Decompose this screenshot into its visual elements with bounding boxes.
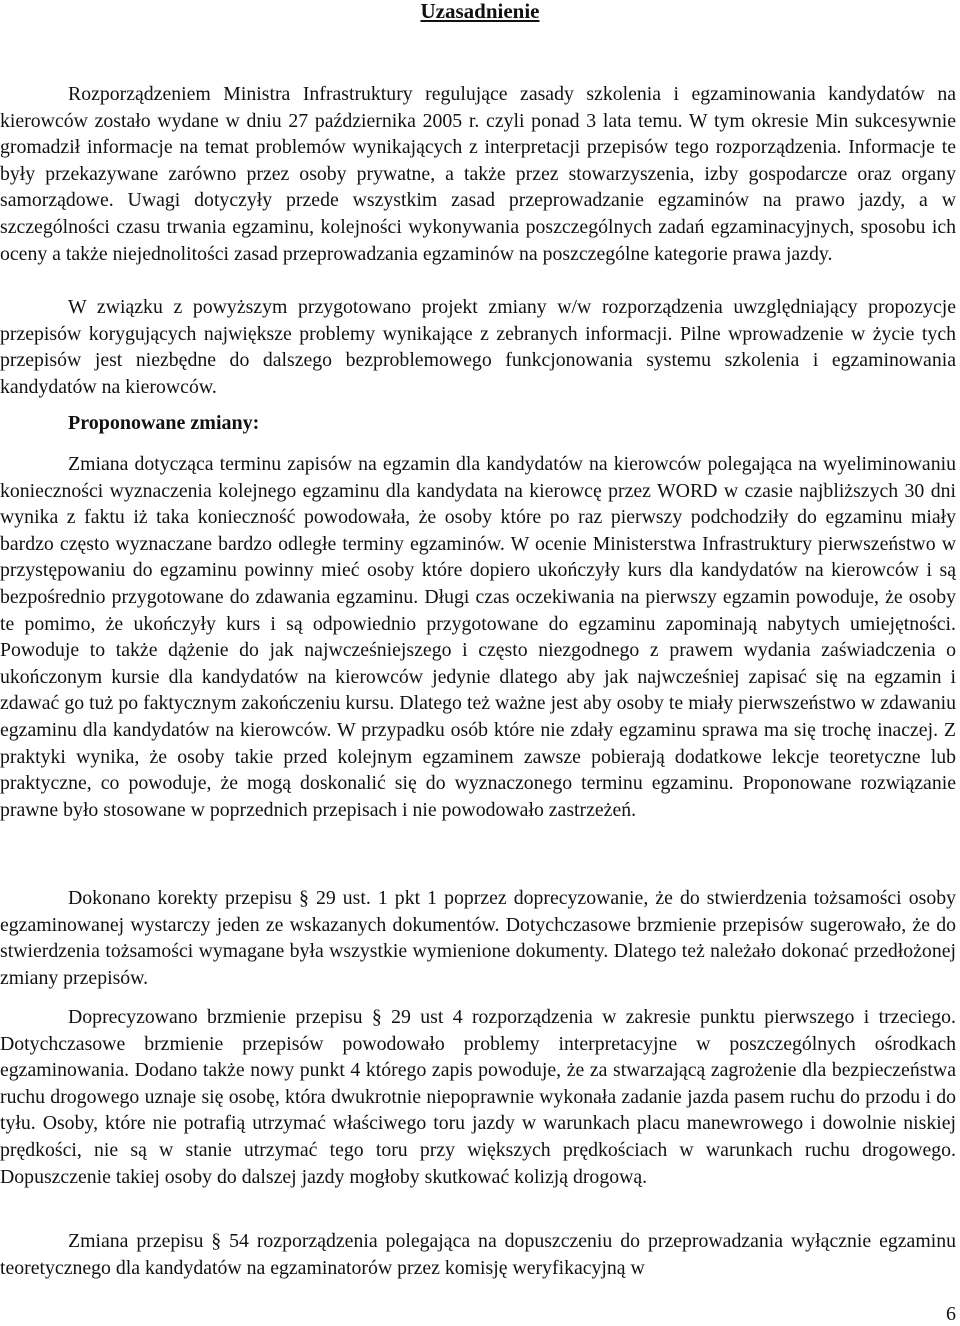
dokonano-block (0, 885, 956, 991)
section-heading-proposed-changes: Proponowane zmiany: (68, 412, 260, 434)
paragraph-projekt: W związku z powyższym przygotowano projekt zmiany w/w rozporządzenia uwzględniający propozycje przepisów korygujących największe problemy wynikające z zebranych informacji. Pilne wprowadzenie w życie tych przepisów jest niezbędne do dalszego bezproblemowego funkcjonowania systemu szkolenia i egzaminowania kandydatów na kierowców. (0, 296, 956, 398)
page-number: 6 (946, 1303, 956, 1325)
doprecyzowano-block (0, 1004, 956, 1190)
intro-block (0, 81, 956, 267)
projekt-block (0, 294, 956, 400)
zmiana-terminu-block (0, 451, 956, 823)
paragraph-doprecyzowano: Doprecyzowano brzmienie przepisu § 29 ust 4 rozporządzenia w zakresie punktu pierwszego i trzeciego. Dotychczasowe brzmienie przepisów powodowało problemy interpretacyjne w poszczególnych ośrodkach egzaminowania. Dodano także nowy punkt 4 którego zapis powoduje, że za stwarzającą zagrożenie dla bezpieczeństwa ruchu drogowego uznaje się osobę, która dwukrotnie niepoprawnie wykonała zadanie jazda pasem ruchu do przodu i do tyłu. Osoby, które nie potrafią utrzymać właściwego toru jazdy w warunkach placu manewrowego i dowolnie niskiej prędkości, nie są w stanie utrzymać tego toru przy większych prędkościach w warunkach ruchu drogowego. Dopuszczenie takiej osoby do dalszej jazdy mogłoby skutkować kolizją drogową. (0, 1006, 956, 1188)
zmiana-54-block (0, 1228, 956, 1281)
paragraph-dokonano: Dokonano korekty przepisu § 29 ust. 1 pkt 1 poprzez doprecyzowanie, że do stwierdzenia tożsamości osoby egzaminowanej wystarczy jeden ze wskazanych dokumentów. Dotychczasowe brzmienie przepisów sugerowało, że do stwierdzenia tożsamości wymagane była wszystkie wymienione dokumenty. Dlatego też należało dokonać przedłożonej zmiany przepisów. (0, 887, 956, 989)
document-title: Uzasadnienie (420, 0, 540, 23)
paragraph-intro: Rozporządzeniem Ministra Infrastruktury regulujące zasady szkolenia i egzaminowania kandydatów na kierowców zostało wydane w dniu 27 października 2005 r. czyli ponad 3 lata temu. W tym okresie Min sukcesywnie gromadził informacje na temat problemów wynikających z interpretacji przepisów tego rozporządzenia. Informacje te były przekazywane zarówno przez osoby prywatne, a także przez stowarzyszenia, izby gospodarcze oraz organy samorządowe. Uwagi dotyczyły przede wszystkim zasad przeprowadzanie egzaminów na prawo jazdy, a w szczególności czasu trwania egzaminu, kolejności wykonywania poszczególnych zadań egzaminacyjnych, sposobu ich oceny a także niejednolitości zasad przeprowadzania egzaminów na poszczególne kategorie prawa jazdy. (0, 83, 956, 265)
paragraph-zmiana-54: Zmiana przepisu § 54 rozporządzenia polegająca na dopuszczeniu do przeprowadzania wyłącznie egzaminu teoretycznego dla kandydatów na egzaminatorów przez komisję weryfikacyjną w (0, 1230, 956, 1279)
paragraph-zmiana-terminu: Zmiana dotycząca terminu zapisów na egzamin dla kandydatów na kierowców polegająca na wyeliminowaniu konieczności wyznaczenia kolejnego egzaminu dla kandydata na kierowcę przez WORD w czasie najbliższych 30 dni wynika z faktu iż taka konieczność powodowała, że osoby które po raz pierwszy podchodziły do egzaminu miały bardzo często wyznaczane bardzo odległe terminy egzaminów. W ocenie Ministerstwa Infrastruktury pierwszeństwo w przystępowaniu do egzaminu powinny mieć osoby które dopiero ukończyły kurs dla kandydatów na kierowców i są bezpośrednio przygotowane do zdawania egzaminu. Długi czas oczekiwania na pierwszy egzamin powoduje, że osoby te pomimo, że ukończyły kurs i są odpowiednio przygotowane do egzaminu zapominają nabytych umiejętności. Powoduje to także dążenie do jak najwcześniejszego i często niezgodnego z prawem wydania zaświadczenia o ukończonym kursie dla kandydatów na kierowców jedynie dlatego aby jak najwcześniej zapisać się na egzamin i zdawać go tuż po faktycznym zakończeniu kursu. Dlatego też ważne jest aby osoby te miały pierwszeństwo w zdawaniu egzaminu dla kandydatów na kierowców. W przypadku osób które nie zdały egzaminu sprawa ma się trochę inaczej. Z praktyki wynika, że osoby takie przed kolejnym egzaminem zawsze pobierają dodatkowe lekcje teoretyczne lub praktyczne, co powoduje, że mogą doskonalić się do wyznaczonego terminu egzaminu. Proponowane rozwiązanie prawne było stosowane w poprzednich przepisach i nie powodowało zastrzeżeń. (0, 453, 956, 821)
